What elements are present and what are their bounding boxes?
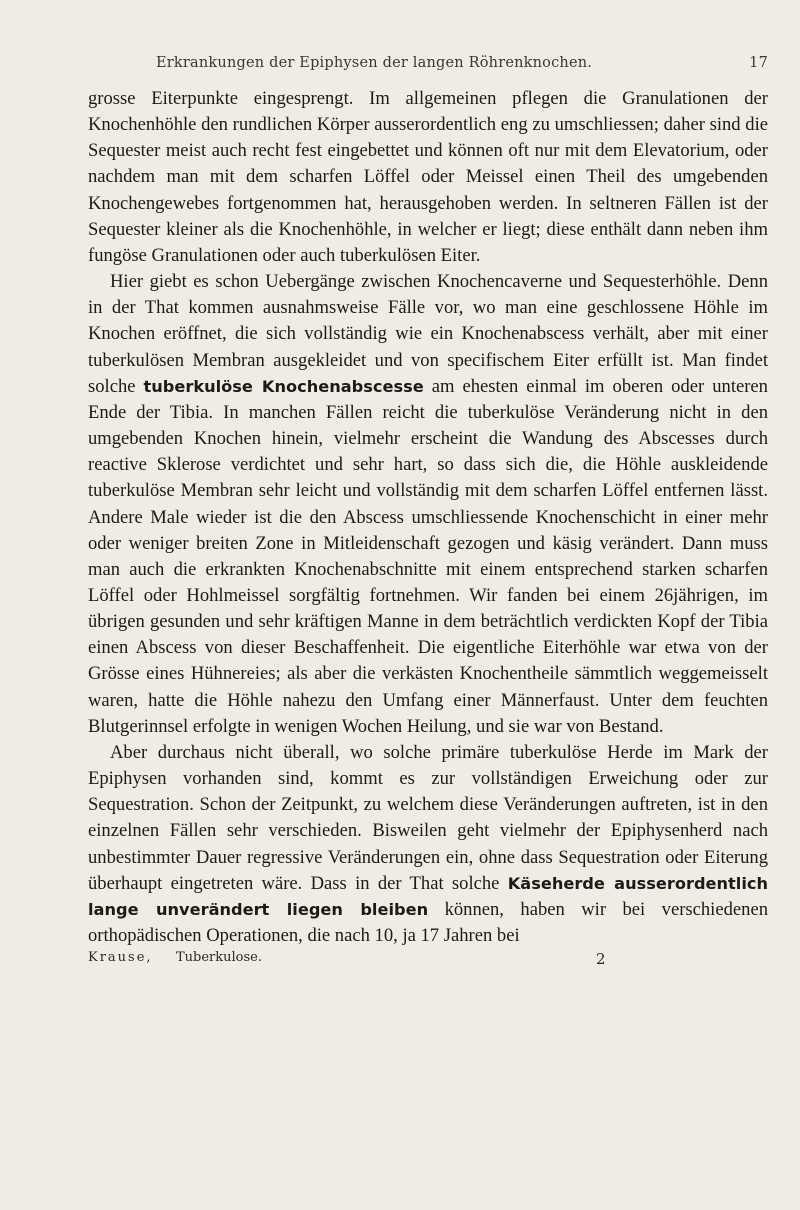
paragraph bbox=[88, 86, 768, 269]
paragraph bbox=[88, 269, 768, 740]
bold-term: tuberkulöse Knochenabscesse bbox=[143, 376, 424, 396]
paragraph bbox=[88, 740, 768, 949]
signature-line bbox=[88, 950, 768, 970]
running-head bbox=[88, 55, 768, 81]
book-page bbox=[88, 55, 768, 970]
page-number: 17 bbox=[749, 55, 768, 71]
bold-term: Käseherde ausserordentlich lange unverändert liegen bleiben bbox=[88, 873, 768, 919]
text-run: Aber durchaus nicht überall, wo solche primäre tuberkulöse Herde im Mark der Epiphysen vorhanden sind, kommt es zur vollständigen Erweichung oder zur Sequestration. Schon der Zeitpunkt, zu welchem diese Veränderungen auftreten, ist in den einzelnen Fällen sehr verschieden. Bisweilen geht vielmehr der Epiphysenherd nach unbestimmter Dauer regressive Veränderungen ein, ohne dass Sequestration oder Eiterung überhaupt eingetreten wäre. Dass in der That solche bbox=[88, 741, 768, 894]
running-title: Erkrankungen der Epiphysen der langen Röhrenknochen. bbox=[156, 55, 593, 71]
text-run: können, haben wir bei verschiedenen orthopädischen Operationen, die nach 10, ja 17 Jahren bei bbox=[88, 898, 769, 946]
text-run: grosse Eiterpunkte eingesprengt. Im allgemeinen pflegen die Granulationen der Knochenhöhle den rundlichen Körper ausserordentlich eng zu umschliessen; daher sind die Sequester meist auch recht fest eingebettet und können oft nur mit dem Elevatorium, oder nachdem man mit dem scharfen Löffel oder Meissel einen Theil des umgebenden Knochengewebes fortgenommen hat, herausgehoben werden. In seltneren Fällen ist der Sequester kleiner als die Knochenhöhle, in welcher er liegt; diese enthält dann neben ihm fungöse Granulationen oder auch tuberkulösen Eiter. bbox=[88, 88, 768, 266]
signature-mark: 2 bbox=[596, 950, 606, 969]
body-text bbox=[88, 86, 768, 949]
signature-title: Tuberkulose. bbox=[176, 950, 263, 966]
signature-author: Krause, bbox=[88, 950, 153, 966]
text-run: am ehesten einmal im oberen oder unteren Ende der Tibia. In manchen Fällen reicht die tuberkulöse Veränderung nicht in den umgebenden Knochen hinein, vielmehr erscheint die Wandung des Abscesses durch reactive Sklerose verdichtet und sehr hart, so dass sich die, die Höhle auskleidende tuberkulöse Membran sehr leicht und vollständig mit dem scharfen Löffel entfernen lässt. Andere Male wieder ist die den Abscess umschliessende Knochenschicht in einer mehr oder weniger breiten Zone in Mitleidenschaft gezogen und käsig verändert. Dann muss man auch die erkrankten Knochenabschnitte mit einem entsprechend starken scharfen Löffel oder Hohlmeissel sorgfältig fortnehmen. Wir fanden bei einem 26jährigen, im übrigen gesunden und sehr kräftigen Manne in dem beträchtlich verdickten Kopf der Tibia einen Abscess von dieser Beschaffenheit. Die eigentliche Eiterhöhle war etwa von der Grösse eines Hühnereies; als aber die verkästen Knochentheile sämmtlich weggemeisselt waren, hatte die Höhle nahezu den Umfang einer Männerfaust. Unter dem feuchten Blutgerinnsel erfolgte in wenigen Wochen Heilung, und sie war von Bestand. bbox=[88, 375, 768, 737]
text-run: Hier giebt es schon Uebergänge zwischen Knochencaverne und Sequesterhöhle. Denn in der That kommen ausnahmsweise Fälle vor, wo man eine geschlossene Höhle im Knochen eröffnet, die sich vollständig wie ein Knochenabscess verhält, aber mit einer tuberkulösen Membran ausgekleidet und von specifischem Eiter erfüllt ist. Man findet solche bbox=[88, 271, 768, 397]
